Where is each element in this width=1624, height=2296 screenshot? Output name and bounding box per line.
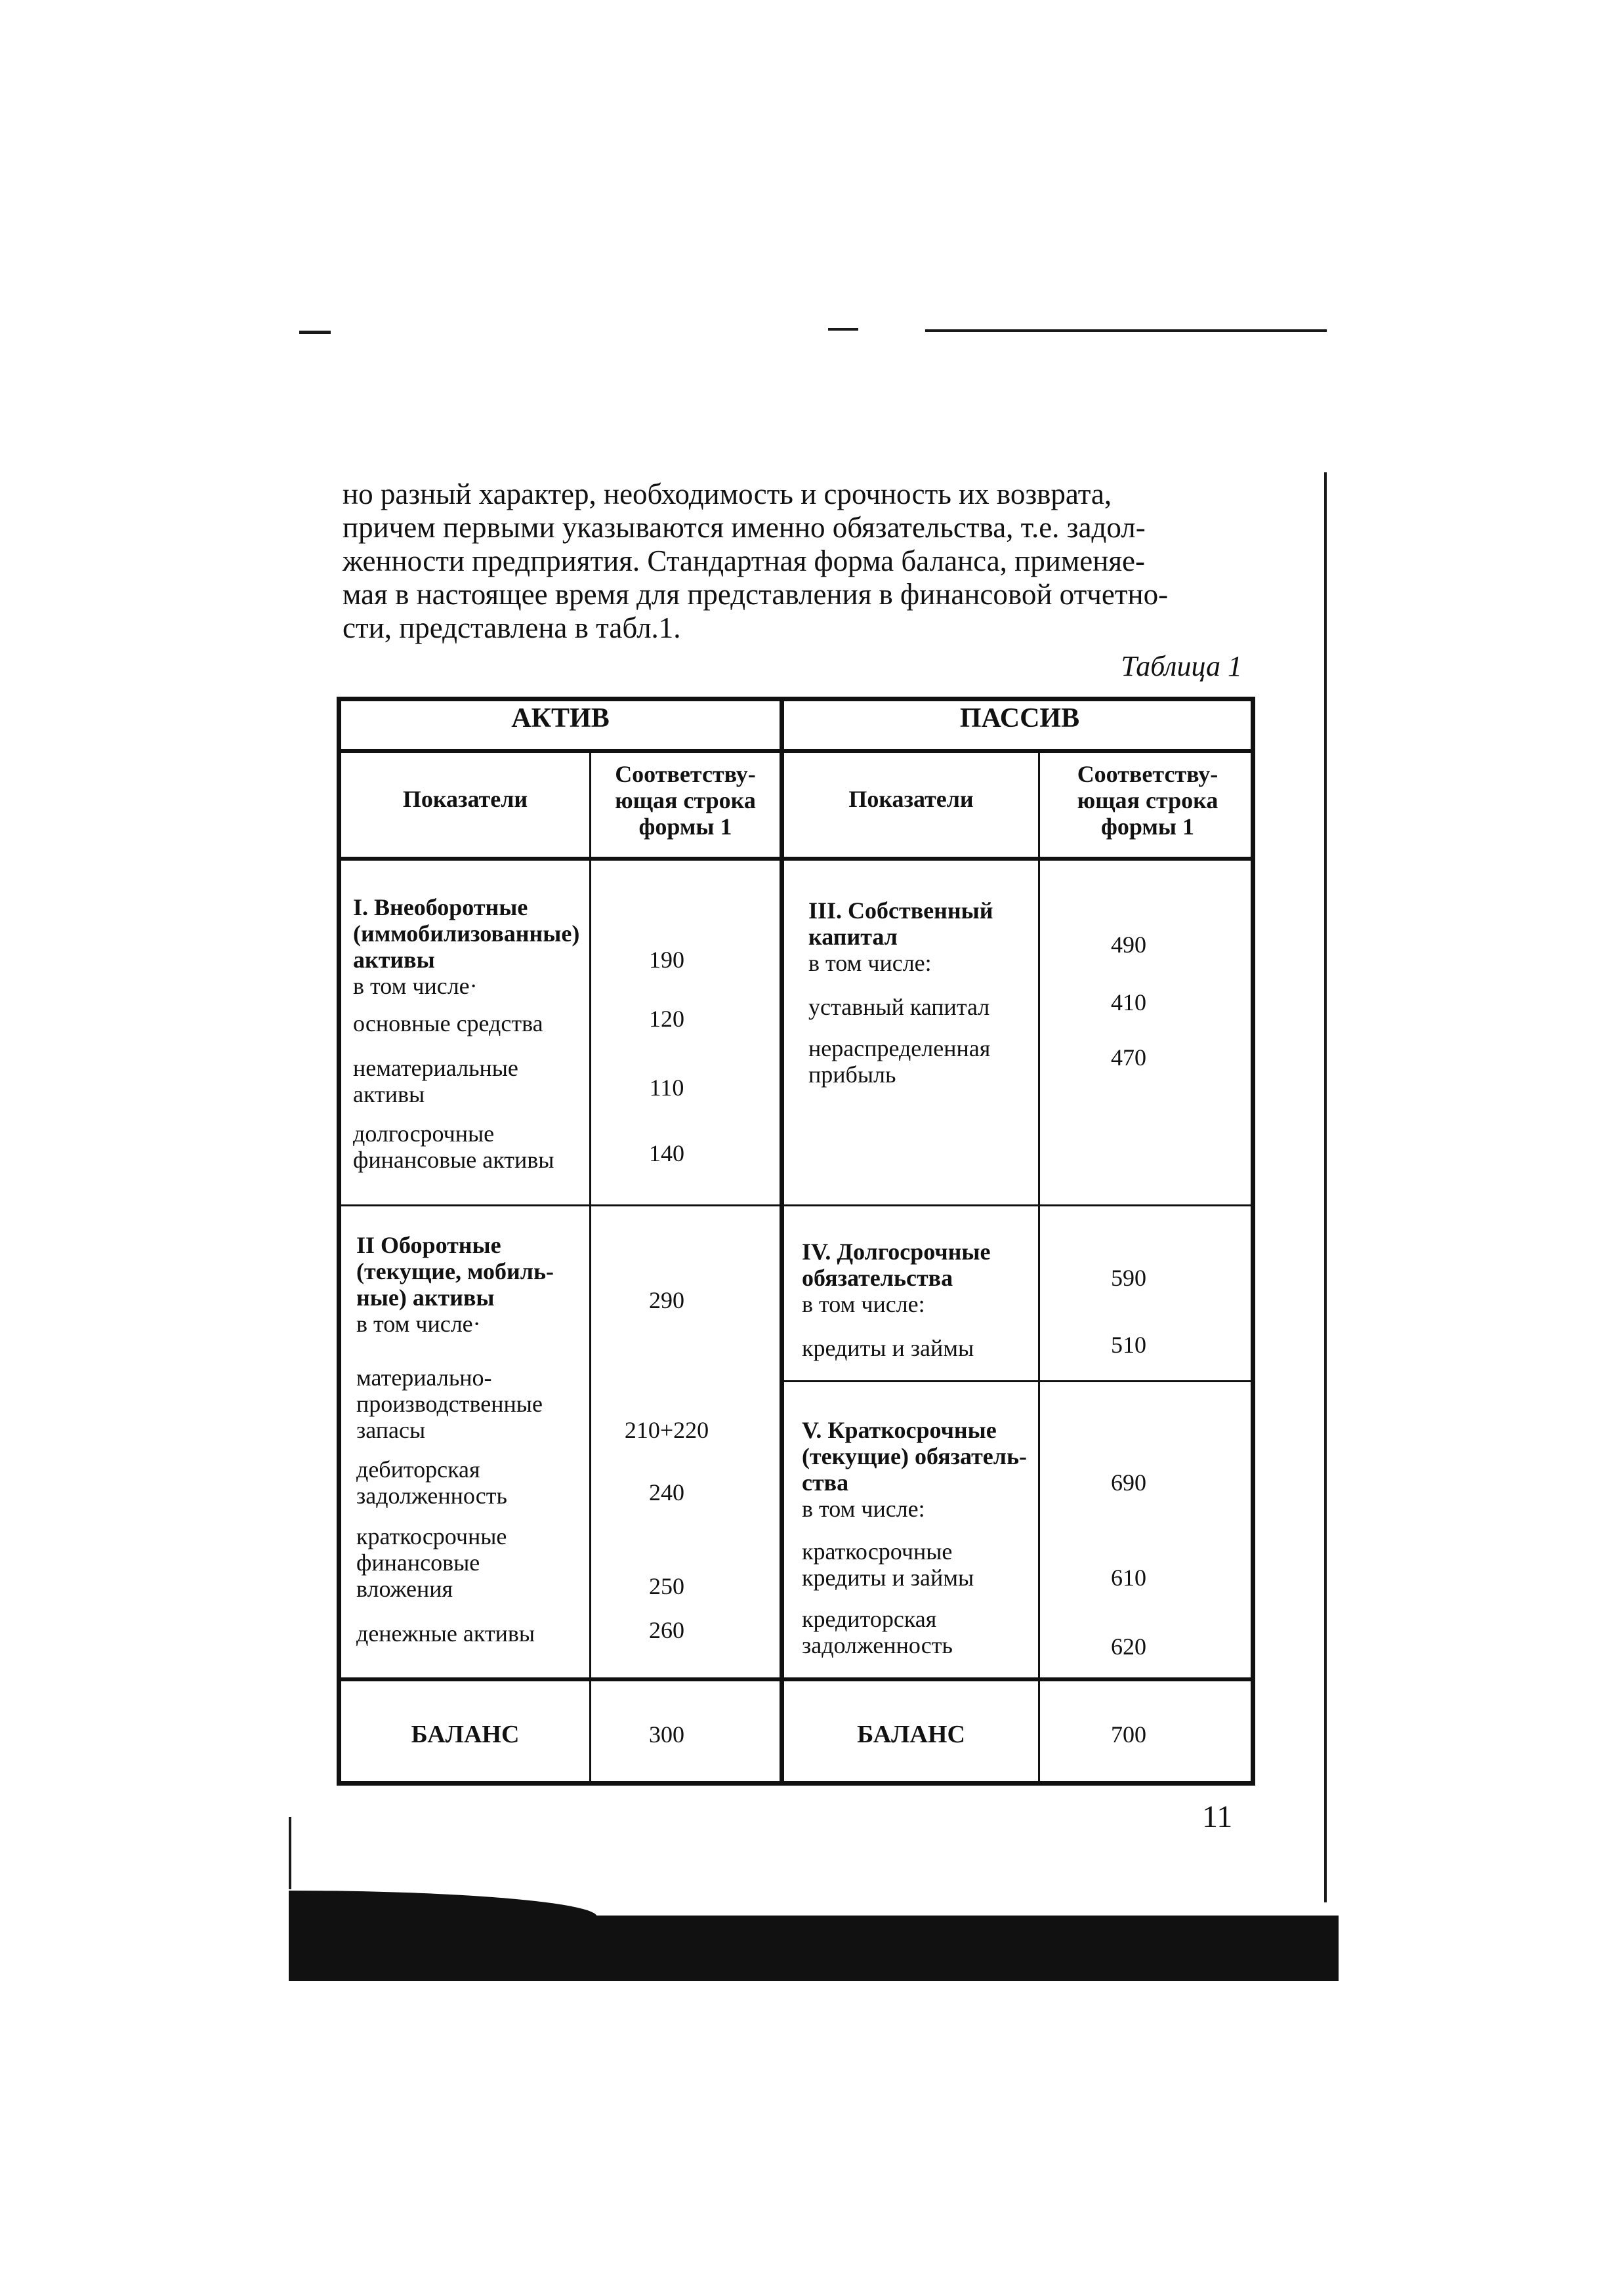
- table-caption: Таблица 1: [1121, 650, 1242, 682]
- row-label: нематериальные: [353, 1055, 518, 1081]
- col-header-line: формы 1: [638, 813, 732, 840]
- section-title: IV. Долгосрочные: [802, 1239, 991, 1265]
- receivables-code: 240: [649, 1479, 684, 1506]
- passiv-indicators-header: Показатели: [848, 786, 974, 812]
- section-title: (иммобилизованные): [353, 920, 580, 947]
- section-title: III. Собственный: [808, 897, 993, 924]
- margin-line-right: [1324, 472, 1327, 1902]
- passiv-section-4: [802, 1239, 1038, 1317]
- section-sub: в том числе:: [802, 1496, 925, 1522]
- aktiv-s1-code: 190: [649, 947, 684, 973]
- colhead-divider: [337, 857, 1255, 861]
- section-title: ства: [802, 1469, 849, 1496]
- aktiv-balance-label: БАЛАНС: [411, 1721, 520, 1748]
- intangible-assets: [353, 1055, 589, 1107]
- row-label: финансовые активы: [353, 1147, 554, 1173]
- col-header-line: ющая строка: [615, 787, 756, 813]
- col-header-line: ющая строка: [1077, 787, 1218, 813]
- paragraph-line: но разный характер, необходимость и срочность их возврата,: [343, 478, 1112, 510]
- row-label: финансовые: [356, 1549, 480, 1576]
- section-sub: в том числе:: [808, 950, 932, 976]
- cash-code: 260: [649, 1617, 684, 1643]
- charter-capital: уставный капитал: [808, 994, 990, 1020]
- passiv-section-divider: [784, 1380, 1255, 1382]
- retained-earnings: [808, 1035, 1038, 1088]
- paragraph-line: сти, представлена в табл.1.: [343, 611, 681, 644]
- fixed-assets: основные средства: [353, 1010, 543, 1036]
- row-label: запасы: [356, 1417, 426, 1443]
- section-title: обязательства: [802, 1265, 953, 1291]
- section-title: активы: [353, 947, 435, 973]
- scan-mark-mid: [828, 328, 858, 331]
- scan-shadow-bar: [289, 1916, 1339, 1981]
- lt-financial-code: 140: [649, 1140, 684, 1166]
- page-number: 11: [1202, 1799, 1233, 1834]
- margin-line-left: [289, 1817, 291, 1889]
- paragraph-line: причем первыми указываются именно обязательства, т.е. задол-: [343, 511, 1146, 544]
- section-title: (текущие, мобиль-: [356, 1258, 554, 1284]
- aktiv-section-2: [356, 1232, 589, 1337]
- payables: [802, 1606, 1038, 1658]
- row-label: производственные: [356, 1391, 543, 1417]
- paragraph-line: мая в настоящее время для представления в финансовой отчетно-: [343, 578, 1169, 611]
- section-title: ные) активы: [356, 1284, 495, 1311]
- col-header-line: формы 1: [1100, 813, 1194, 840]
- passiv-s5-code: 690: [1111, 1469, 1146, 1496]
- row-label: вложения: [356, 1576, 453, 1602]
- row-label: долгосрочные: [353, 1120, 495, 1147]
- section-sub: в том числе:: [802, 1291, 925, 1317]
- passiv-section-5: [802, 1417, 1038, 1522]
- aktiv-line-header: [591, 761, 780, 840]
- payables-code: 620: [1111, 1633, 1146, 1660]
- cash-assets: денежные активы: [356, 1620, 535, 1647]
- col-header-line: Соответству-: [1077, 761, 1218, 787]
- passiv-section-3: [808, 897, 1038, 976]
- header-rule: [925, 329, 1327, 332]
- balance-divider: [337, 1677, 1255, 1681]
- row-label: материально-: [356, 1364, 492, 1391]
- row-label: задолженность: [802, 1632, 953, 1658]
- long-term-loans: кредиты и займы: [802, 1335, 974, 1361]
- short-term-loans: [802, 1538, 1038, 1591]
- fixed-assets-code: 120: [649, 1006, 684, 1032]
- section-title: капитал: [808, 924, 898, 950]
- row-label: кредиты и займы: [802, 1565, 974, 1591]
- row-label: прибыль: [808, 1061, 896, 1088]
- section-sub: в том числе·: [356, 1311, 481, 1337]
- st-loans-code: 610: [1111, 1565, 1146, 1591]
- intangible-code: 110: [649, 1075, 684, 1101]
- inventory-code: 210+220: [624, 1417, 709, 1443]
- section-sub: в том числе·: [353, 973, 478, 999]
- retained-code: 470: [1111, 1044, 1146, 1071]
- passiv-header: ПАССИВ: [959, 703, 1080, 733]
- aktiv-section-1: [353, 894, 589, 999]
- passiv-line-header: [1040, 761, 1255, 840]
- center-divider: [780, 697, 784, 1786]
- scan-shadow-curve: [289, 1891, 597, 1917]
- body-paragraph: [343, 478, 1260, 645]
- paragraph-line: женности предприятия. Стандартная форма баланса, применяе-: [343, 544, 1146, 577]
- receivables: [356, 1456, 589, 1509]
- inventory: [356, 1364, 589, 1443]
- aktiv-header: АКТИВ: [511, 703, 610, 733]
- lt-financial-assets: [353, 1120, 589, 1173]
- st-financial-investments: [356, 1523, 589, 1602]
- col-header-line: Соответству-: [615, 761, 756, 787]
- row-label: краткосрочные: [802, 1538, 953, 1565]
- row-label: активы: [353, 1081, 425, 1107]
- passiv-s4-code: 590: [1111, 1265, 1146, 1291]
- passiv-balance-code: 700: [1111, 1721, 1146, 1748]
- row-label: нераспределенная: [808, 1035, 991, 1061]
- charter-code: 410: [1111, 989, 1146, 1015]
- section-title: II Оборотные: [356, 1232, 501, 1258]
- loans-code: 510: [1111, 1332, 1146, 1358]
- passiv-balance-label: БАЛАНС: [857, 1721, 965, 1748]
- passiv-s3-code: 490: [1111, 932, 1146, 958]
- section-title: V. Краткосрочные: [802, 1417, 997, 1443]
- row-label: дебиторская: [356, 1456, 480, 1483]
- section-title: I. Внеоборотные: [353, 894, 528, 920]
- row-label: краткосрочные: [356, 1523, 507, 1549]
- row-label: кредиторская: [802, 1606, 937, 1632]
- section-divider: [337, 1204, 1255, 1206]
- row-label: задолженность: [356, 1483, 507, 1509]
- aktiv-balance-code: 300: [649, 1721, 684, 1748]
- scan-mark-left: [299, 331, 331, 334]
- aktiv-indicators-header: Показатели: [402, 786, 528, 812]
- section-title: (текущие) обязатель-: [802, 1443, 1027, 1469]
- header-divider: [337, 749, 1255, 753]
- aktiv-s2-code: 290: [649, 1287, 684, 1313]
- st-financial-code: 250: [649, 1573, 684, 1599]
